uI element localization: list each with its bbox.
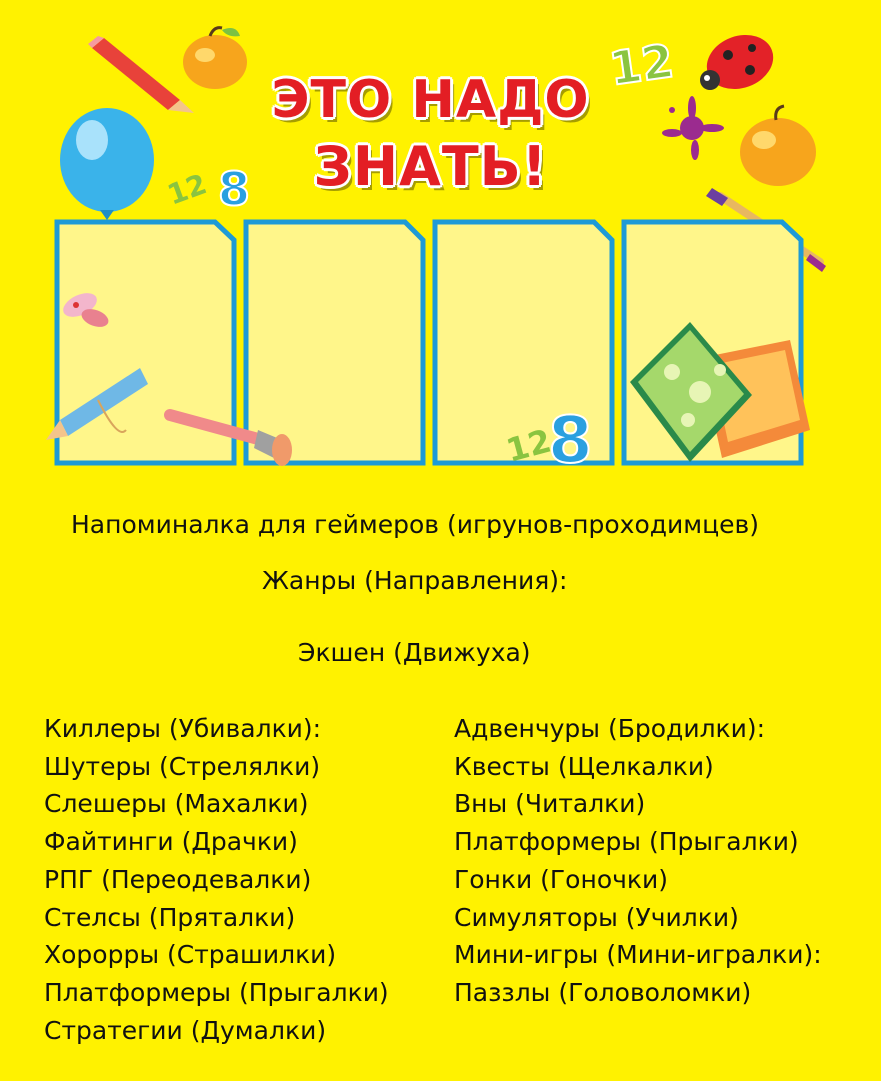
intro-text: Напоминалка для геймеров (игрунов-проходимцев) — [71, 510, 760, 539]
list-item: Платформеры (Прыгалки) — [44, 977, 389, 1007]
list-item: Стратегии (Думалки) — [44, 1015, 327, 1045]
list-item: Слешеры (Махалки) — [44, 789, 309, 819]
list-item: РПГ (Переодевалки) — [44, 864, 312, 894]
action-heading: Экшен (Движуха) — [298, 638, 531, 667]
list-item: Шутеры (Стрелялки) — [44, 751, 321, 781]
left-genre-list — [44, 710, 389, 1049]
list-item: Адвенчуры (Бродилки): — [454, 714, 766, 743]
list-item: Хорорры (Страшилки) — [44, 940, 337, 970]
list-item: Мини-игры (Мини-игралки): — [454, 940, 822, 970]
list-item: Симуляторы (Училки) — [454, 902, 739, 932]
genres-heading: Жанры (Направления): — [262, 566, 568, 595]
list-item: Гонки (Гоночки) — [454, 864, 668, 894]
svg-text:12: 12 — [606, 33, 677, 96]
svg-text:12: 12 — [163, 167, 212, 212]
list-item: Платформеры (Прыгалки) — [454, 827, 799, 857]
poster-title-line2: ЗНАТЬ! — [313, 135, 548, 198]
list-item: Паззлы (Головоломки) — [454, 977, 752, 1007]
right-genre-list — [454, 710, 822, 1012]
poster-title-line1: ЭТО НАДО — [271, 70, 590, 130]
pocket-2 — [246, 222, 423, 463]
list-item: Квесты (Щелкалки) — [454, 751, 714, 781]
list-item: Киллеры (Убивалки): — [44, 714, 322, 743]
list-item: Вны (Читалки) — [454, 789, 646, 819]
svg-text:8: 8 — [548, 404, 593, 478]
list-item: Файтинги (Драчки) — [44, 827, 298, 857]
list-item: Стелсы (Пряталки) — [44, 902, 296, 932]
svg-text:8: 8 — [218, 162, 251, 216]
svg-text:12: 12 — [502, 421, 556, 470]
